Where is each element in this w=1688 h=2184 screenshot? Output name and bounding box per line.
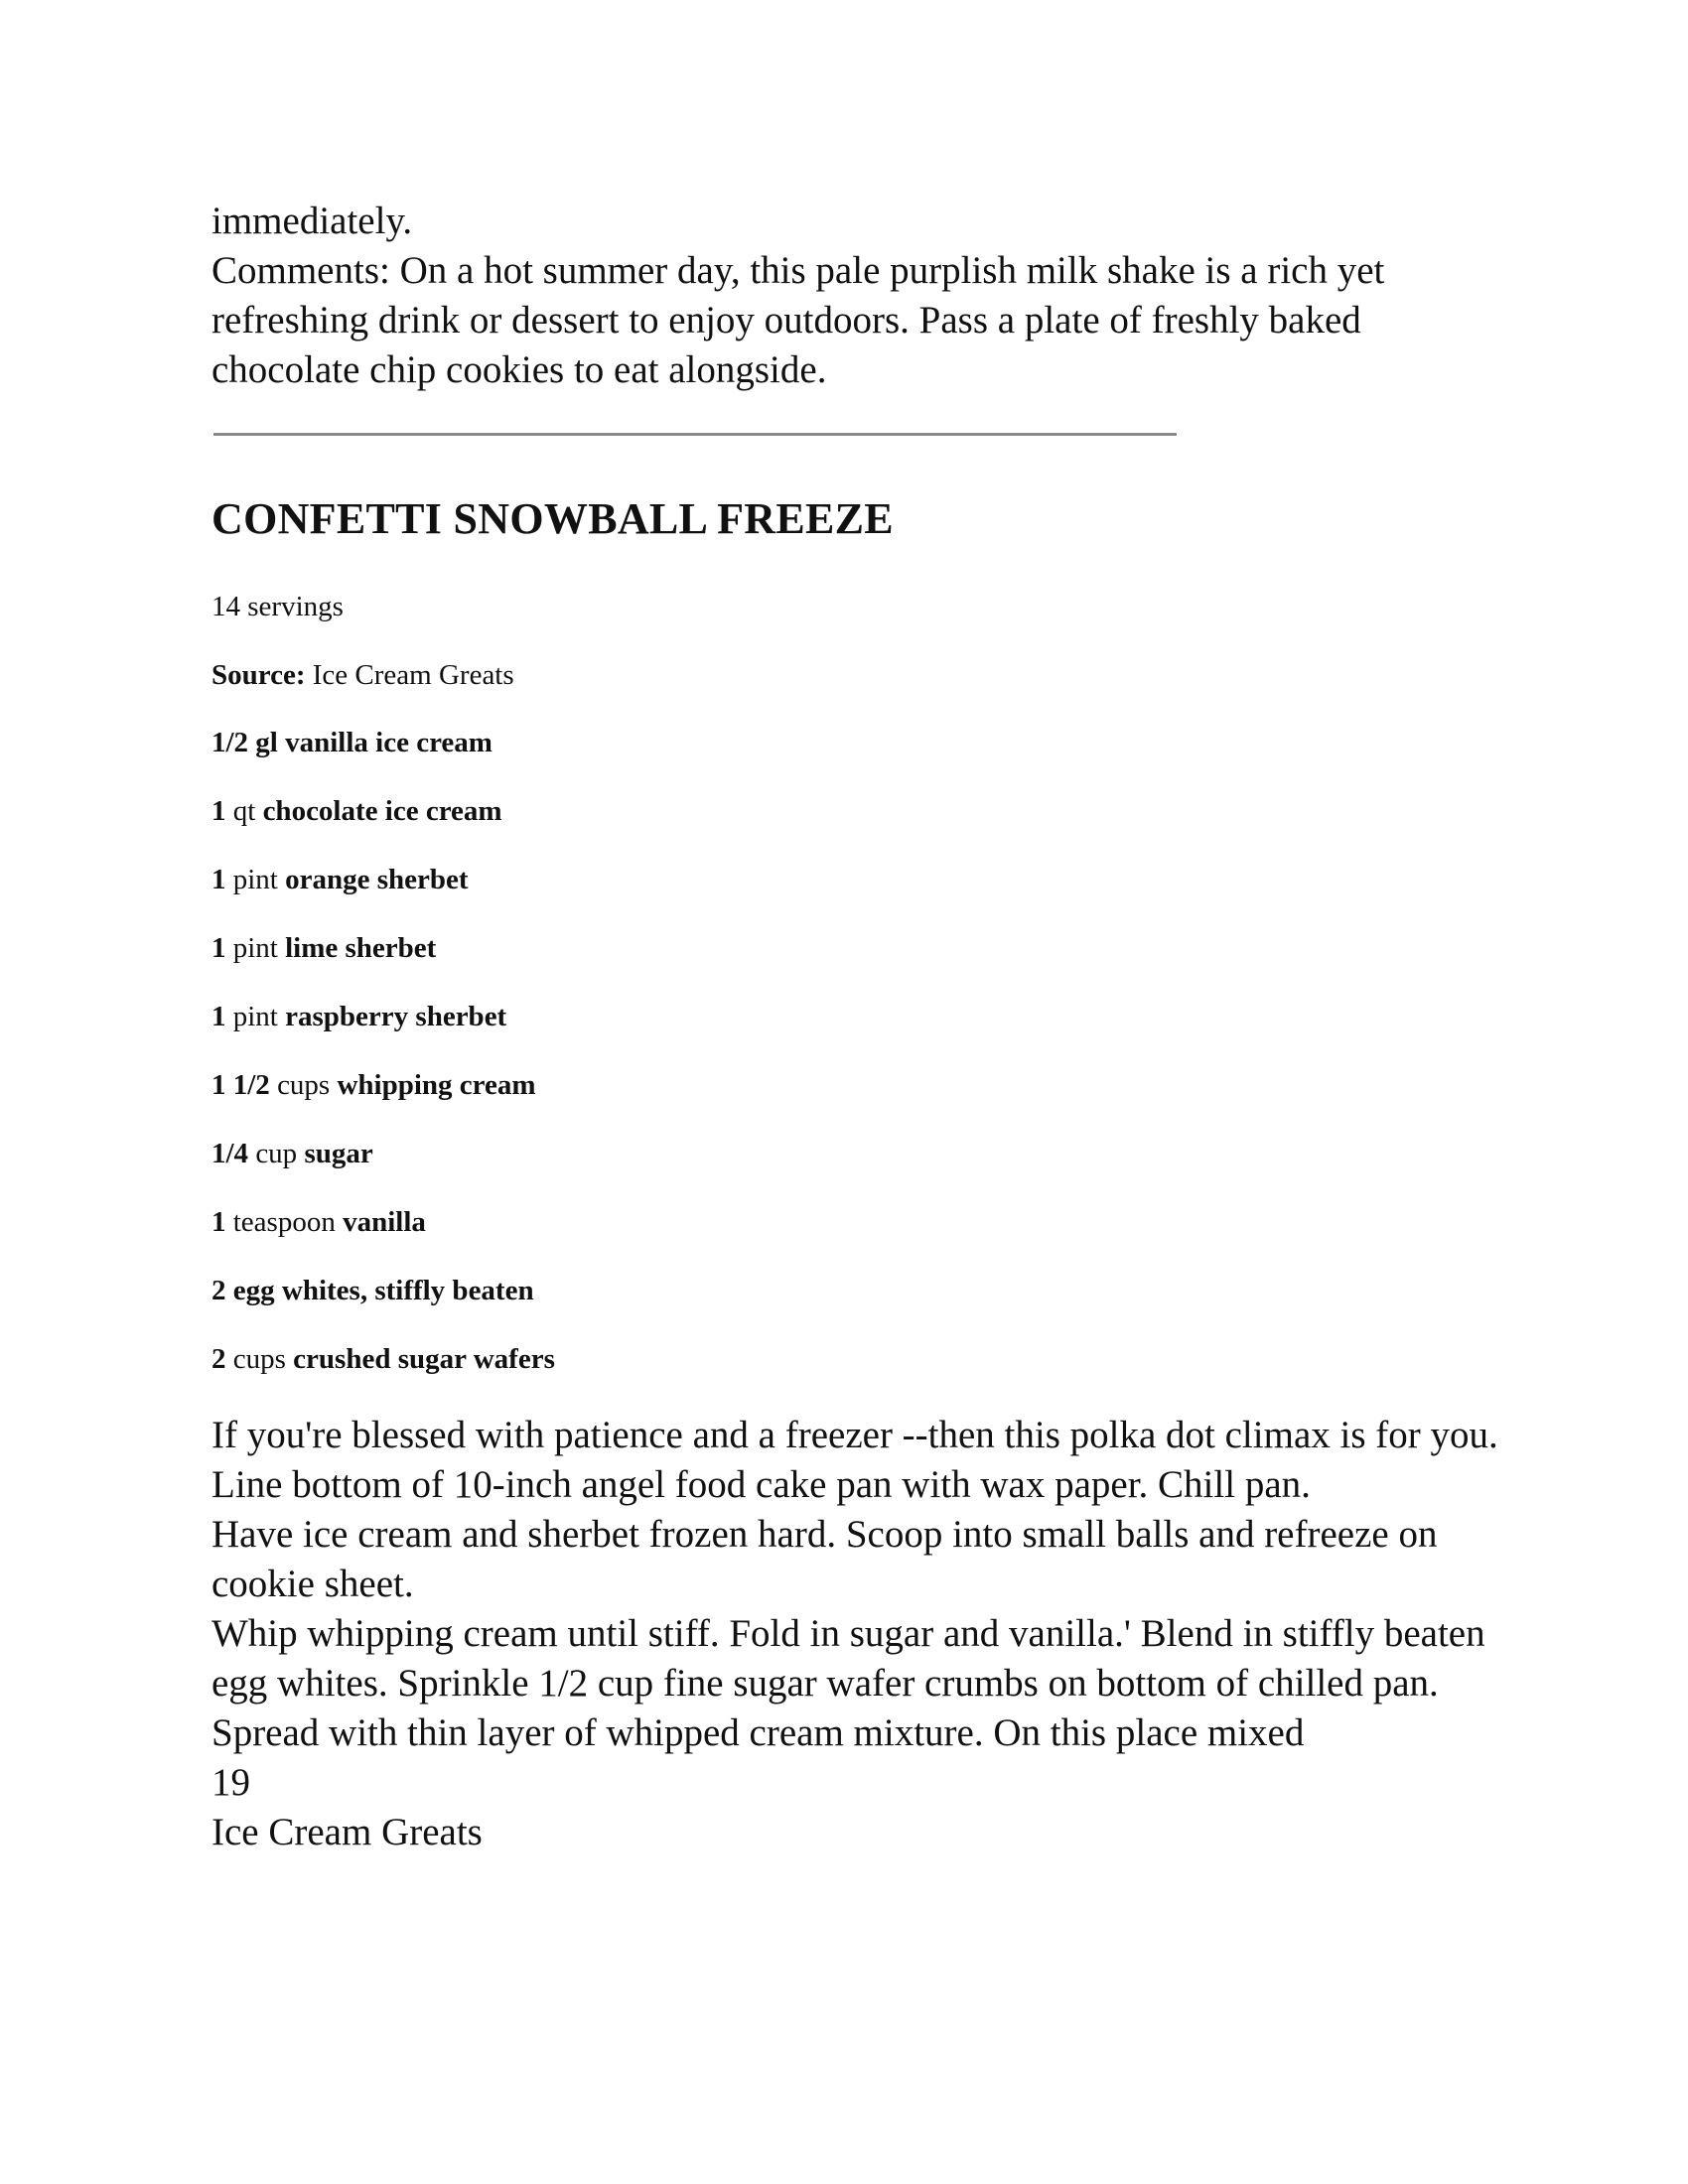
ingredient-unit: pint bbox=[225, 932, 286, 964]
direction-paragraph: If you're blessed with patience and a freezer --then this polka dot climax is for you. bbox=[211, 1414, 1498, 1456]
ingredient-quantity: 1/4 bbox=[211, 1138, 249, 1169]
ingredient-name: raspberry sherbet bbox=[285, 1001, 507, 1032]
ingredient-quantity: 1 1/2 bbox=[211, 1069, 270, 1101]
ingredient-unit: cup bbox=[248, 1138, 305, 1169]
section-divider bbox=[213, 433, 1177, 436]
ingredient-quantity: 1 bbox=[211, 932, 226, 964]
ingredient-item bbox=[211, 1339, 1502, 1379]
book-title-footer: Ice Cream Greats bbox=[211, 1811, 483, 1853]
ingredient-item bbox=[211, 997, 1502, 1036]
ingredient-item bbox=[211, 1202, 1502, 1242]
previous-recipe-comments: Comments: On a hot summer day, this pale purplish milk shake is a rich yet refreshing drink or dessert to enjoy outdoors. Pass a plate of freshly baked chocolate chip cookies to eat alongside. bbox=[211, 249, 1385, 391]
ingredient-name: lime sherbet bbox=[285, 932, 437, 964]
ingredient-unit: pint bbox=[225, 864, 286, 895]
ingredient-unit: cups bbox=[225, 1343, 294, 1375]
ingredient-quantity: 2 egg whites, stiffly beaten bbox=[211, 1275, 534, 1306]
previous-recipe-tail bbox=[211, 197, 1502, 395]
ingredient-quantity: 1 bbox=[211, 864, 226, 895]
ingredient-quantity: 1 bbox=[211, 1206, 226, 1238]
ingredient-quantity: 1/2 gl vanilla ice cream bbox=[211, 727, 492, 758]
recipe-directions bbox=[211, 1411, 1502, 1857]
ingredient-name: chocolate ice cream bbox=[262, 795, 502, 827]
ingredient-name: orange sherbet bbox=[285, 864, 469, 895]
ingredient-item bbox=[211, 860, 1502, 899]
ingredient-unit: qt bbox=[225, 795, 263, 827]
recipe-source bbox=[211, 655, 1502, 695]
direction-paragraph: Line bottom of 10-inch angel food cake pan with wax paper. Chill pan. bbox=[211, 1463, 1311, 1506]
ingredient-unit: cups bbox=[269, 1069, 338, 1101]
ingredient-name: sugar bbox=[304, 1138, 373, 1169]
document-page bbox=[211, 197, 1502, 1857]
ingredient-name: vanilla bbox=[343, 1206, 426, 1238]
ingredient-quantity: 1 bbox=[211, 795, 226, 827]
ingredient-unit: teaspoon bbox=[225, 1206, 344, 1238]
previous-recipe-last-line: immediately. bbox=[211, 200, 413, 242]
page-number: 19 bbox=[211, 1761, 250, 1804]
ingredient-unit: pint bbox=[225, 1001, 286, 1032]
ingredient-item bbox=[211, 723, 1502, 762]
ingredient-item bbox=[211, 928, 1502, 968]
ingredient-name: whipping cream bbox=[337, 1069, 536, 1101]
ingredient-item bbox=[211, 1271, 1502, 1310]
ingredient-item bbox=[211, 791, 1502, 831]
ingredient-quantity: 1 bbox=[211, 1001, 226, 1032]
direction-paragraph: Spread with thin layer of whipped cream mixture. On this place mixed bbox=[211, 1711, 1305, 1754]
recipe-title: CONFETTI SNOWBALL FREEZE bbox=[211, 494, 894, 543]
direction-paragraph: Have ice cream and sherbet frozen hard. Scoop into small balls and refreeze on cookie sheet. bbox=[211, 1513, 1438, 1605]
recipe-source-label: Source: bbox=[211, 659, 306, 691]
ingredient-list bbox=[211, 723, 1502, 1379]
direction-paragraph: Whip whipping cream until stiff. Fold in sugar and vanilla.' Blend in stiffly beaten egg whites. Sprinkle 1/2 cup fine sugar wafer crumbs on bottom of chilled pan. bbox=[211, 1612, 1485, 1705]
ingredient-name: crushed sugar wafers bbox=[293, 1343, 555, 1375]
recipe-source-value: Ice Cream Greats bbox=[305, 659, 514, 691]
recipe-servings: 14 servings bbox=[211, 591, 344, 622]
ingredient-quantity: 2 bbox=[211, 1343, 226, 1375]
ingredient-item bbox=[211, 1065, 1502, 1105]
ingredient-item bbox=[211, 1134, 1502, 1173]
